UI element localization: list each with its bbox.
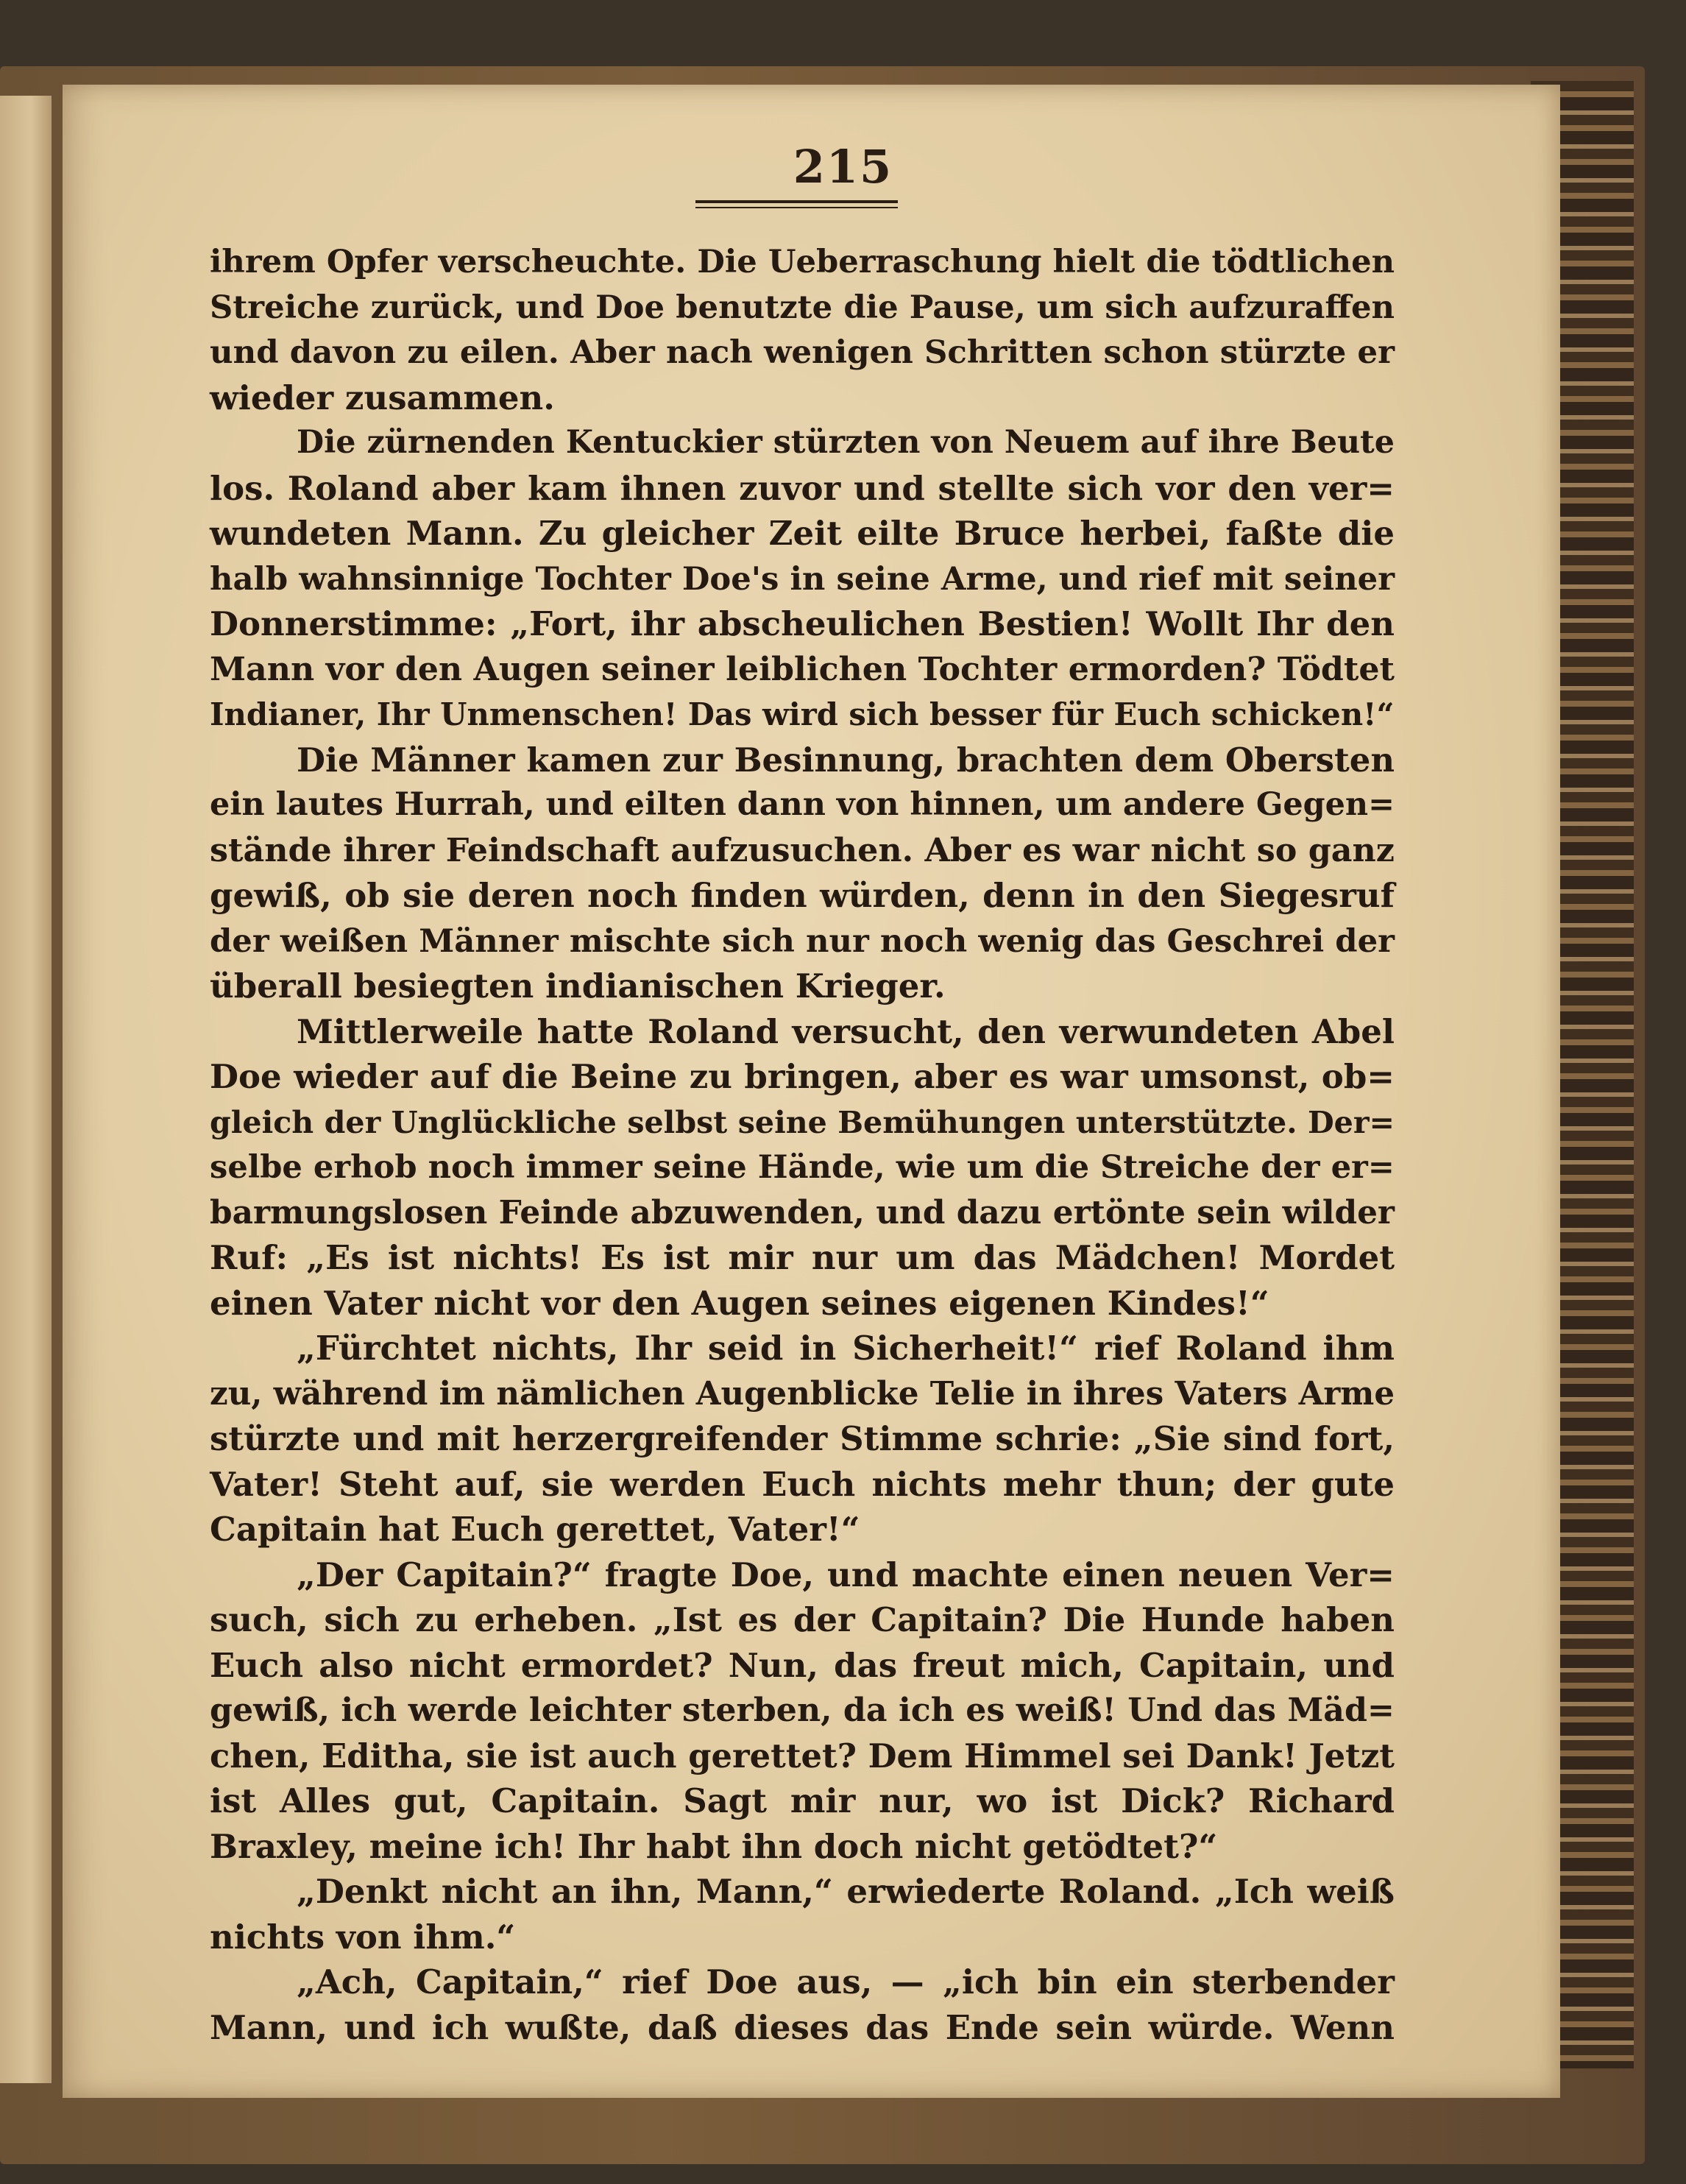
paragraph xyxy=(210,239,1395,420)
paragraph xyxy=(210,1326,1395,1552)
paragraph xyxy=(210,1959,1395,2050)
text-line: Die Männer kamen zur Besinnung, brachten dem Obersten xyxy=(297,740,1395,780)
text-line: chen, Editha, sie ist auch gerettet? Dem Himmel sei Dank! Jetzt xyxy=(210,1736,1395,1775)
page-number: 215 xyxy=(793,140,893,194)
body-text xyxy=(210,239,1395,2050)
text-line: wundeten Mann. Zu gleicher Zeit eilte Bruce herbei, faßte die xyxy=(210,514,1395,553)
text-line: nichts von ihm.“ xyxy=(210,1917,516,1957)
paragraph xyxy=(210,1009,1395,1326)
text-line: wieder zusammen. xyxy=(210,378,555,417)
header-rule-thin xyxy=(695,207,898,208)
text-line: Vater! Steht auf, sie werden Euch nichts mehr thun; der gute xyxy=(210,1464,1395,1504)
text-line: „Der Capitain?“ fragte Doe, und machte einen neuen Ver= xyxy=(297,1555,1395,1594)
text-line: barmungslosen Feinde abzuwenden, und dazu ertönte sein wilder xyxy=(210,1193,1395,1231)
text-line: gleich der Unglückliche selbst seine Bemühungen unterstützte. Der= xyxy=(210,1103,1395,1140)
text-line: ein lautes Hurrah, und eilten dann von hinnen, um andere Gegen= xyxy=(210,786,1395,823)
text-line: Mann vor den Augen seiner leiblichen Tochter ermorden? Tödtet xyxy=(210,649,1395,688)
paragraph xyxy=(210,1869,1395,1959)
text-line: such, sich zu erheben. „Ist es der Capitain? Die Hunde haben xyxy=(210,1600,1395,1639)
text-line: gewiß, ich werde leichter sterben, da ich es weiß! Und das Mäd= xyxy=(210,1691,1395,1729)
text-line: ist Alles gut, Capitain. Sagt mir nur, wo ist Dick? Richard xyxy=(210,1781,1395,1820)
text-line: „Ach, Capitain,“ rief Doe aus, — „ich bin ein sterbender xyxy=(297,1962,1395,2001)
text-line: Doe wieder auf die Beine zu bringen, aber es war umsonst, ob= xyxy=(210,1057,1395,1096)
text-line: überall besiegten indianischen Krieger. xyxy=(210,966,946,1006)
paragraph xyxy=(210,420,1395,738)
text-line: „Denkt nicht an ihn, Mann,“ erwiederte Roland. „Ich weiß xyxy=(297,1872,1395,1911)
paragraph xyxy=(210,738,1395,1009)
text-line: stürzte und mit herzergreifender Stimme schrie: „Sie sind fort, xyxy=(210,1419,1395,1458)
text-line: Indianer, Ihr Unmenschen! Das wird sich besser für Euch schicken!“ xyxy=(210,696,1395,732)
text-line: Donnerstimme: „Fort, ihr abscheulichen Bestien! Wollt Ihr den xyxy=(210,604,1395,643)
header-rule xyxy=(695,200,898,203)
text-line: der weißen Männer mischte sich nur noch wenig das Geschrei der xyxy=(210,922,1395,960)
text-line: und davon zu eilen. Aber nach wenigen Schritten schon stürzte er xyxy=(210,333,1395,371)
text-line: „Fürchtet nichts, Ihr seid in Sicherheit!“ rief Roland ihm xyxy=(297,1329,1395,1368)
text-line: Streiche zurück, und Doe benutzte die Pause, um sich aufzuraffen xyxy=(210,288,1395,326)
text-line: einen Vater nicht vor den Augen seines eigenen Kindes!“ xyxy=(210,1283,1269,1323)
text-line: halb wahnsinnige Tochter Doe's in seine Arme, und rief mit seiner xyxy=(210,559,1395,598)
text-line: selbe erhob noch immer seine Hände, wie um die Streiche der er= xyxy=(210,1148,1395,1186)
facing-page-edge xyxy=(0,96,52,2083)
text-line: Braxley, meine ich! Ihr habt ihn doch nicht getödtet?“ xyxy=(210,1826,1218,1866)
text-line: Mittlerweile hatte Roland versucht, den verwundeten Abel xyxy=(297,1011,1395,1051)
text-line: Capitain hat Euch gerettet, Vater!“ xyxy=(210,1510,860,1549)
text-line: Ruf: „Es ist nichts! Es ist mir nur um das Mädchen! Mordet xyxy=(210,1238,1395,1277)
text-line: ihrem Opfer verscheuchte. Die Ueberraschung hielt die tödtlichen xyxy=(210,243,1395,280)
text-line: Die zürnenden Kentuckier stürzten von Neuem auf ihre Beute xyxy=(297,424,1395,461)
text-line: Mann, und ich wußte, daß dieses das Ende sein würde. Wenn xyxy=(210,2007,1395,2047)
text-line: gewiß, ob sie deren noch finden würden, denn in den Siegesruf xyxy=(210,876,1395,915)
text-line: zu, während im nämlichen Augenblicke Telie in ihres Vaters Arme xyxy=(210,1374,1395,1413)
text-line: los. Roland aber kam ihnen zuvor und stellte sich vor den ver= xyxy=(210,468,1395,508)
paragraph xyxy=(210,1552,1395,1870)
text-line: Euch also nicht ermordet? Nun, das freut mich, Capitain, und xyxy=(210,1645,1395,1685)
text-line: stände ihrer Feindschaft aufzusuchen. Aber es war nicht so ganz xyxy=(210,830,1395,869)
